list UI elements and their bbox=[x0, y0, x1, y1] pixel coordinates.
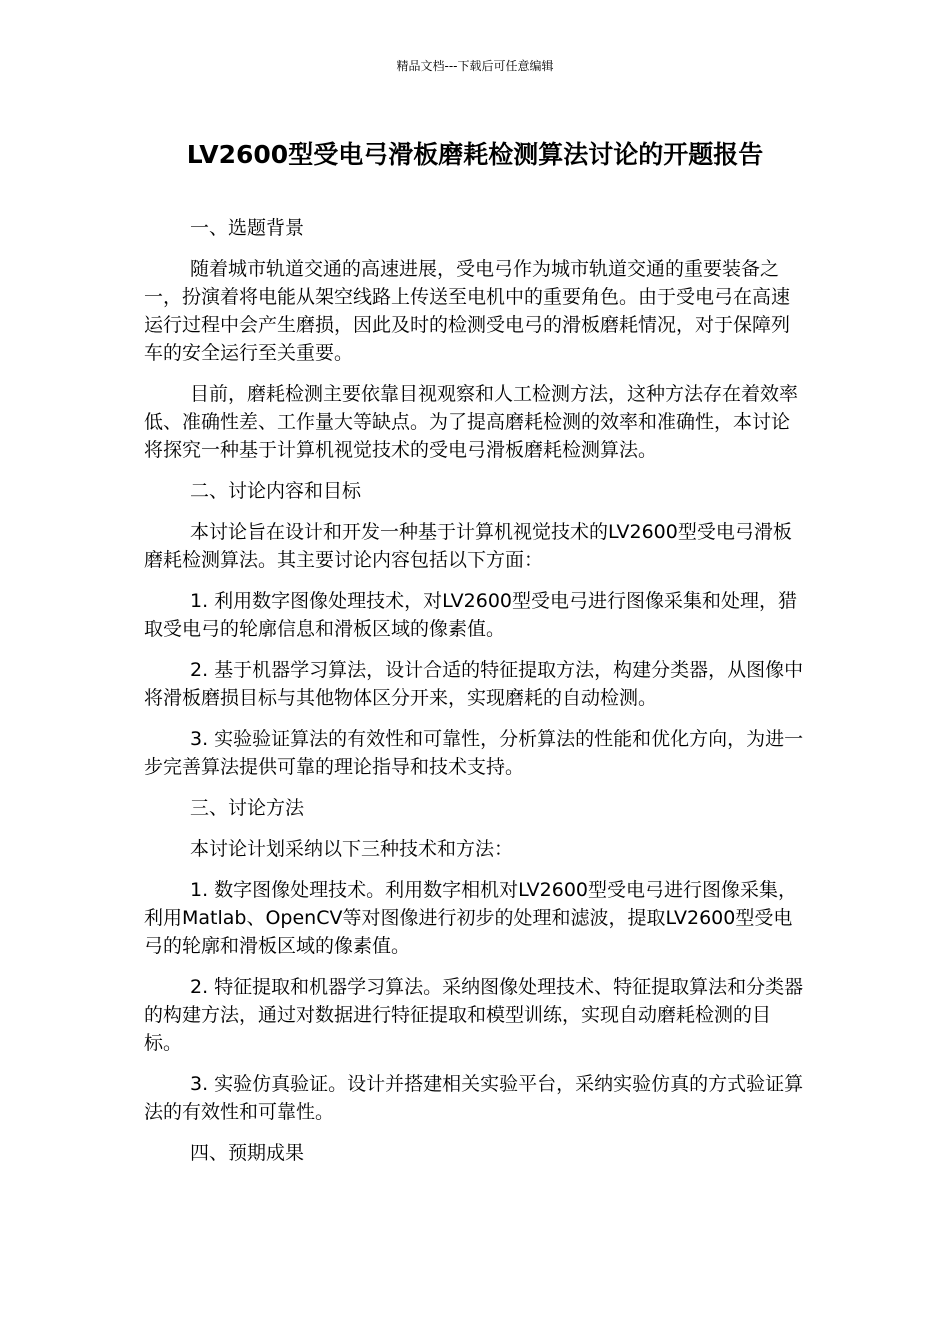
section-heading-background: 一、选题背景 bbox=[190, 217, 305, 239]
list-item-content-2: 2. 基于机器学习算法，设计合适的特征提取方法，构建分类器，从图像中将滑板磨损目标与其他物体区分开来，实现磨耗的自动检测。 bbox=[144, 659, 804, 709]
section-heading-content-goals: 二、讨论内容和目标 bbox=[190, 480, 362, 502]
document-title: LV2600型受电弓滑板磨耗检测算法讨论的开题报告 bbox=[186, 140, 764, 169]
list-item-method-3: 3. 实验仿真验证。设计并搭建相关实验平台，采纳实验仿真的方式验证算法的有效性和可靠性。 bbox=[144, 1073, 804, 1123]
list-item-content-3: 3. 实验验证算法的有效性和可靠性，分析算法的性能和优化方向，为进一步完善算法提供可靠的理论指导和技术支持。 bbox=[144, 728, 804, 778]
paragraph-content-intro: 本讨论旨在设计和开发一种基于计算机视觉技术的LV2600型受电弓滑板磨耗检测算法。其主要讨论内容包括以下方面： bbox=[144, 521, 792, 571]
section-heading-methods: 三、讨论方法 bbox=[190, 797, 305, 819]
list-item-method-1: 1. 数字图像处理技术。利用数字相机对LV2600型受电弓进行图像采集，利用Matlab、OpenCV等对图像进行初步的处理和滤波，提取LV2600型受电弓的轮廓和滑板区域的像素值。 bbox=[144, 879, 798, 957]
paragraph-methods-intro: 本讨论计划采纳以下三种技术和方法： bbox=[190, 838, 514, 860]
paragraph-background-2: 目前，磨耗检测主要依靠目视观察和人工检测方法，这种方法存在着效率低、准确性差、工作量大等缺点。为了提高磨耗检测的效率和准确性，本讨论将探究一种基于计算机视觉技术的受电弓滑板磨耗检测算法。 bbox=[144, 383, 799, 461]
list-item-content-1: 1. 利用数字图像处理技术，对LV2600型受电弓进行图像采集和处理，猎取受电弓的轮廓信息和滑板区域的像素值。 bbox=[144, 590, 798, 640]
page-header-note: 精品文档---下载后可任意编辑 bbox=[396, 59, 554, 73]
section-heading-expected-results: 四、预期成果 bbox=[190, 1142, 305, 1164]
list-item-method-2: 2. 特征提取和机器学习算法。采纳图像处理技术、特征提取算法和分类器的构建方法，通过对数据进行特征提取和模型训练，实现自动磨耗检测的目标。 bbox=[144, 976, 804, 1054]
document-body bbox=[144, 214, 804, 1180]
paragraph-background-1: 随着城市轨道交通的高速进展，受电弓作为城市轨道交通的重要装备之一，扮演着将电能从架空线路上传送至电机中的重要角色。由于受电弓在高速运行过程中会产生磨损，因此及时的检测受电弓的滑板磨耗情况，对于保障列车的安全运行至关重要。 bbox=[144, 258, 791, 364]
